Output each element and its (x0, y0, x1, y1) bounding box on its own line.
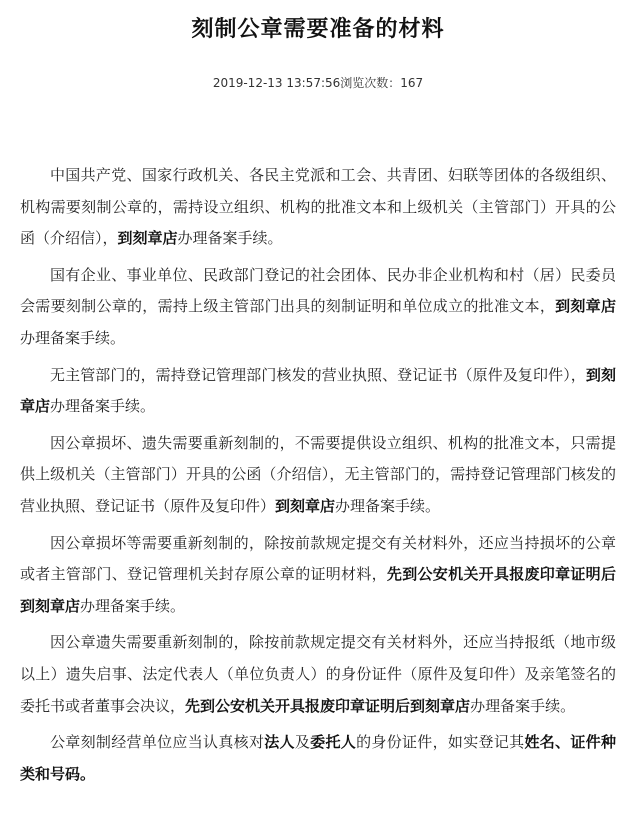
text-segment: 中国共产党、国家行政机关、各民主党派和工会、共青团、妇联等团体的各级组织、机构需要刻制公章的，需持设立组织、机构的批准文本和上级机关（主管部门）开具的公函（介绍信）， (20, 166, 616, 248)
bold-text: 姓名、证件种类和号码。 (20, 733, 616, 783)
text-segment: 因公章损坏、遗失需要重新刻制的，不需要提供设立组织、机构的批准文本，只需提供上级机关（主管部门）开具的公函（介绍信），无主管部门的，需持登记管理部门核发的营业执照、登记证书（原件及复印件） (20, 433, 616, 515)
views-label: 浏览次数： (340, 76, 401, 90)
bold-text: 到刻章店 (20, 596, 81, 615)
text-segment: 公章刻制经营单位应当认真核对 (50, 733, 265, 752)
text-segment: 的身份证件，如实登记其 (356, 733, 525, 752)
publish-date: 2019-12-13 13:57:56 (212, 76, 341, 90)
paragraph-1 (20, 160, 616, 255)
paragraph-2 (20, 260, 616, 355)
text-segment: 无主管部门的，需持登记管理部门核发的营业执照、登记证书（原件及复印件）， (50, 365, 586, 384)
article-meta (0, 74, 636, 91)
text-segment: 因公章损坏等需要重新刻制的，除按前款规定提交有关材料外，还应当持损坏的公章或者主管部门、登记管理机关封存原公章的证明材料， (20, 533, 616, 584)
bold-text: 法人 (264, 733, 295, 752)
bold-text: 到刻章店 (117, 229, 178, 248)
bold-text: 先到公安机关 (386, 565, 479, 584)
bold-text: 委托人 (310, 733, 357, 752)
text-segment: 办理备案手续。 (177, 229, 283, 248)
paragraph-6 (20, 627, 616, 722)
text-segment: 国有企业、事业单位、民政部门登记的社会团体、民办非企业机构和村（居）民委员会需要刻制公章的，需持上级主管部门出具的刻制证明和单位成立的批准文本， (20, 265, 616, 316)
bold-text: 开具报废印章证明后 (478, 565, 616, 584)
text-segment: 办理备案手续。 (335, 496, 441, 515)
text-segment: 办理备案手续。 (470, 696, 576, 715)
bold-text: 先到公安机关 (185, 696, 276, 715)
bold-text: 开具报废印章证明后 (275, 696, 411, 715)
article-body (20, 160, 616, 795)
paragraph-7 (20, 727, 616, 790)
article-title: 刻制公章需要准备的材料 (191, 17, 445, 42)
bold-text: 到刻章店 (410, 696, 471, 715)
text-segment: 因公章遗失需要重新刻制的，除按前款规定提交有关材料外，还应当持报纸（地市级以上）遗失启事、法定代表人（单位负责人）的身份证件（原件及复印件）及亲笔签名的委托书或者董事会决议， (20, 633, 616, 715)
bold-text: 到刻章店 (20, 365, 616, 416)
text-segment: 办理备案手续。 (20, 328, 126, 347)
paragraph-3 (20, 360, 616, 423)
text-segment: 办理备案手续。 (80, 596, 186, 615)
bold-text: 到刻章店 (555, 297, 616, 316)
text-segment: 及 (294, 733, 311, 752)
bold-text: 到刻章店 (275, 496, 336, 515)
paragraph-4 (20, 428, 616, 523)
paragraph-5 (20, 528, 616, 623)
view-count: 167 (400, 76, 424, 90)
text-segment: 办理备案手续。 (50, 397, 156, 416)
